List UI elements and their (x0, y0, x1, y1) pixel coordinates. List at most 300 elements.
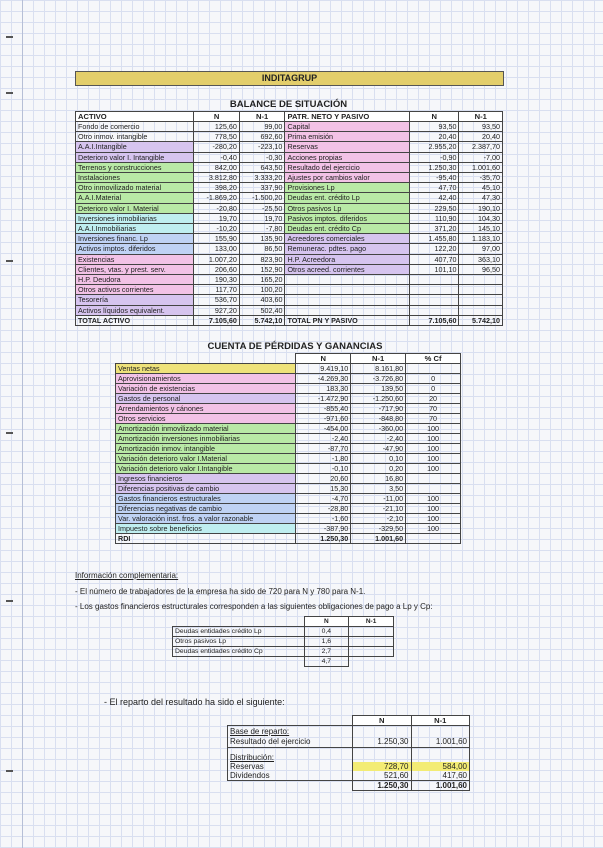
value-n1: -848,80 (351, 414, 406, 424)
activo-label: A.A.I.Inmobiliarias (76, 224, 194, 234)
value-n1: 0,20 (351, 464, 406, 474)
pasivo-n1: 96,50 (459, 264, 503, 274)
binder-mark (6, 92, 13, 94)
pasivo-label: Resultado del ejercicio (285, 162, 409, 172)
value-n: -0,10 (296, 464, 351, 474)
pasivo-n1: 363,10 (459, 254, 503, 264)
value-n: -454,00 (296, 424, 351, 434)
debt-n: 2,7 (304, 647, 349, 657)
rdi-pct (406, 534, 461, 544)
binder-mark (6, 260, 13, 262)
reparto-total-row (228, 781, 470, 791)
pasivo-n1 (459, 305, 503, 315)
activo-n1: 86,50 (239, 244, 285, 254)
debt-n: 1,6 (304, 637, 349, 647)
reparto-total-n: 1.250,30 (353, 781, 411, 791)
pasivo-n1: 104,30 (459, 213, 503, 223)
pasivo-label: Otros acreed. corrientes (285, 264, 409, 274)
pasivo-label: Provisiones Lp (285, 183, 409, 193)
pasivo-n: -0,90 (409, 152, 459, 162)
activo-label: Otro inmovilizado material (76, 183, 194, 193)
activo-n1: 100,20 (239, 285, 285, 295)
pct-cf (406, 474, 461, 484)
table-row (116, 464, 461, 474)
table-row (228, 748, 470, 763)
activo-n1: 502,40 (239, 305, 285, 315)
activo-label: A.A.I.Intangible (76, 142, 194, 152)
table-row (116, 444, 461, 454)
activo-label: Terrenos y construcciones (76, 162, 194, 172)
activo-n: 155,90 (194, 234, 240, 244)
value-n1: -360,00 (351, 424, 406, 434)
reparto-heading: - El reparto del resultado ha sido el siguiente: (104, 697, 285, 707)
concept-label: Ventas netas (116, 364, 296, 374)
table-row (116, 434, 461, 444)
debt-label (173, 657, 305, 667)
pasivo-label: Pasivos imptos. diferidos (285, 213, 409, 223)
pasivo-n1: 1.183,10 (459, 234, 503, 244)
activo-label: Deterioro valor I. Material (76, 203, 194, 213)
table-row (116, 394, 461, 404)
pasivo-label: Reservas (285, 142, 409, 152)
company-title: INDITAGRUP (75, 71, 504, 86)
activo-n1: 823,90 (239, 254, 285, 264)
activo-label: Activos imptos. diferidos (76, 244, 194, 254)
pct-cf: 100 (406, 494, 461, 504)
pasivo-n: 93,50 (409, 122, 459, 132)
pasivo-label: Deudas ent. crédito Cp (285, 224, 409, 234)
pct-cf: 100 (406, 444, 461, 454)
table-row (76, 193, 503, 203)
activo-n: -1.869,20 (194, 193, 240, 203)
activo-n1: 643,50 (239, 162, 285, 172)
pct-cf (406, 364, 461, 374)
concept-label: Amortización inversiones inmobiliarias (116, 434, 296, 444)
cell (353, 726, 411, 737)
activo-n: 206,60 (194, 264, 240, 274)
pasivo-n1: 190,10 (459, 203, 503, 213)
activo-label: Deterioro valor I. Intangible (76, 152, 194, 162)
activo-n1: -7,80 (239, 224, 285, 234)
value-n1: -21,10 (351, 504, 406, 514)
table-row (116, 384, 461, 394)
reservas-n1: 584,00 (411, 762, 470, 771)
value-n: -855,40 (296, 404, 351, 414)
table-row (76, 285, 503, 295)
table-row (116, 474, 461, 484)
pct-cf: 100 (406, 424, 461, 434)
concept-label: Otros servicios (116, 414, 296, 424)
value-n1: -2,10 (351, 514, 406, 524)
col-concepto (116, 354, 296, 364)
pasivo-n: 47,70 (409, 183, 459, 193)
pct-cf: 100 (406, 434, 461, 444)
activo-n: 536,70 (194, 295, 240, 305)
pasivo-n: 1.250,30 (409, 162, 459, 172)
table-row (76, 203, 503, 213)
pasivo-n: 110,90 (409, 213, 459, 223)
col-pasivo: PATR. NETO Y PASIVO (285, 112, 409, 122)
base-label: Base de reparto: (228, 726, 353, 737)
total-activo-label: TOTAL ACTIVO (76, 315, 194, 325)
debt-n1 (349, 647, 394, 657)
activo-n: 117,70 (194, 285, 240, 295)
value-n1: 3,50 (351, 484, 406, 494)
debt-n: 0,4 (304, 627, 349, 637)
pasivo-n (409, 285, 459, 295)
pasivo-label: Capital (285, 122, 409, 132)
reparto-header-row (228, 716, 470, 726)
debt-label: Otros pasivos Lp (173, 637, 305, 647)
rdi-n: 1.250,30 (296, 534, 351, 544)
col-n1: N-1 (239, 112, 285, 122)
col-n: N (409, 112, 459, 122)
reservas-label: Reservas (228, 762, 353, 771)
activo-n: 3.812,80 (194, 173, 240, 183)
value-n: 9.419,10 (296, 364, 351, 374)
activo-label: Clientes, vtas. y prest. serv. (76, 264, 194, 274)
table-row (76, 122, 503, 132)
dividendos-n1: 417,60 (411, 771, 470, 781)
total-activo-n: 7.105,60 (194, 315, 240, 325)
pasivo-label: Acciones propias (285, 152, 409, 162)
activo-n: -280,20 (194, 142, 240, 152)
concept-label: Gastos de personal (116, 394, 296, 404)
pasivo-n: 122,20 (409, 244, 459, 254)
table-row (116, 484, 461, 494)
value-n1: -2,40 (351, 434, 406, 444)
info-line-1: - El número de trabajadores de la empresa ha sido de 720 para N y 780 para N-1. (75, 587, 366, 596)
pyg-header-row (116, 354, 461, 364)
activo-n: 398,20 (194, 183, 240, 193)
value-n: 15,30 (296, 484, 351, 494)
pasivo-label: Otros pasivos Lp (285, 203, 409, 213)
activo-n1: -1.500,20 (239, 193, 285, 203)
activo-n: -10,20 (194, 224, 240, 234)
col-concepto (173, 617, 305, 627)
value-n: 183,30 (296, 384, 351, 394)
concept-label: Aprovisionamientos (116, 374, 296, 384)
value-n: -1,60 (296, 514, 351, 524)
activo-n1: -223,10 (239, 142, 285, 152)
col-pct-cf: % Cf (406, 354, 461, 364)
activo-label: H.P. Deudora (76, 275, 194, 285)
table-row (116, 374, 461, 384)
value-n1: -1.250,60 (351, 394, 406, 404)
value-n1: 0,10 (351, 454, 406, 464)
margin-line (22, 0, 23, 848)
activo-n1: 135,90 (239, 234, 285, 244)
activo-label: Otro inmov. intangible (76, 132, 194, 142)
table-row (76, 142, 503, 152)
pasivo-n1: 45,10 (459, 183, 503, 193)
pasivo-label (285, 275, 409, 285)
activo-n: 1.007,20 (194, 254, 240, 264)
balance-total-row (76, 315, 503, 325)
pasivo-n1: 47,30 (459, 193, 503, 203)
cell (411, 748, 470, 763)
pct-cf (406, 484, 461, 494)
activo-n: 125,60 (194, 122, 240, 132)
concept-label: Amortización inmov. intangible (116, 444, 296, 454)
table-row (173, 627, 394, 637)
activo-n: -0,40 (194, 152, 240, 162)
pasivo-n: 407,70 (409, 254, 459, 264)
pasivo-n1: 20,40 (459, 132, 503, 142)
debt-n1 (349, 657, 394, 667)
balance-header-row (76, 112, 503, 122)
concept-label: Diferencias positivas de cambio (116, 484, 296, 494)
value-n: -4,70 (296, 494, 351, 504)
col-activo: ACTIVO (76, 112, 194, 122)
pasivo-n (409, 275, 459, 285)
base-row-n: 1.250,30 (353, 736, 411, 748)
table-row (76, 234, 503, 244)
table-row (76, 244, 503, 254)
activo-n1: 403,60 (239, 295, 285, 305)
activo-n1: -0,30 (239, 152, 285, 162)
activo-n1: 19,70 (239, 213, 285, 223)
pasivo-label: H.P. Acreedora (285, 254, 409, 264)
total-pasivo-label: TOTAL PN Y PASIVO (285, 315, 409, 325)
pasivo-n: 101,10 (409, 264, 459, 274)
pct-cf: 70 (406, 414, 461, 424)
pct-cf: 0 (406, 374, 461, 384)
pasivo-n: -95,40 (409, 173, 459, 183)
pasivo-n1: -7,00 (459, 152, 503, 162)
dist-label: Distribución: (228, 748, 353, 763)
pasivo-n1: 97,00 (459, 244, 503, 254)
binder-mark (6, 600, 13, 602)
pct-cf: 100 (406, 464, 461, 474)
pasivo-n1: 1.001,60 (459, 162, 503, 172)
activo-n1: 337,90 (239, 183, 285, 193)
value-n: -1,80 (296, 454, 351, 464)
concept-label: Arrendamientos y cánones (116, 404, 296, 414)
pct-cf: 100 (406, 454, 461, 464)
activo-n: 190,30 (194, 275, 240, 285)
value-n1: -11,00 (351, 494, 406, 504)
activo-label: Inversiones inmobiliarias (76, 213, 194, 223)
pasivo-n (409, 305, 459, 315)
table-row (228, 736, 470, 748)
concept-label: Impuesto sobre beneficios (116, 524, 296, 534)
value-n1: 8.161,80 (351, 364, 406, 374)
pasivo-label: Deudas ent. crédito Lp (285, 193, 409, 203)
col-n: N (353, 716, 411, 726)
binder-mark (6, 770, 13, 772)
activo-n: 927,20 (194, 305, 240, 315)
pasivo-label: Remunerac. pdtes. pago (285, 244, 409, 254)
col-n: N (304, 617, 349, 627)
pasivo-label (285, 285, 409, 295)
value-n: -4.269,30 (296, 374, 351, 384)
pyg-total-row (116, 534, 461, 544)
activo-n1: 3.333,20 (239, 173, 285, 183)
table-row (173, 637, 394, 647)
activo-label: Fondo de comercio (76, 122, 194, 132)
cell (228, 781, 353, 791)
info-line-2: - Los gastos financieros estructurales corresponden a las siguientes obligaciones de pago a Lp y Cp: (75, 602, 433, 611)
col-concepto (228, 716, 353, 726)
table-row (116, 414, 461, 424)
info-heading: Información complementaria: (75, 571, 179, 580)
table-row (173, 657, 394, 667)
debt-n1 (349, 637, 394, 647)
reparto-total-n1: 1.001,60 (411, 781, 470, 791)
binder-mark (6, 36, 13, 38)
rdi-label: RDI (116, 534, 296, 544)
activo-label: Tesorería (76, 295, 194, 305)
pasivo-label: Prima emisión (285, 132, 409, 142)
pasivo-label (285, 295, 409, 305)
table-row (76, 254, 503, 264)
pasivo-label: Ajustes por cambios valor (285, 173, 409, 183)
debt-header-row (173, 617, 394, 627)
value-n1: 16,80 (351, 474, 406, 484)
table-row (76, 275, 503, 285)
base-row-label: Resultado del ejercicio (228, 736, 353, 748)
col-n: N (296, 354, 351, 364)
pct-cf: 70 (406, 404, 461, 414)
value-n: -87,70 (296, 444, 351, 454)
activo-n: 842,00 (194, 162, 240, 172)
table-row (116, 364, 461, 374)
value-n: -1.472,90 (296, 394, 351, 404)
pasivo-n: 1.455,80 (409, 234, 459, 244)
pasivo-n (409, 295, 459, 305)
activo-n: 133,00 (194, 244, 240, 254)
pct-cf: 20 (406, 394, 461, 404)
table-row (116, 494, 461, 504)
table-row (116, 404, 461, 414)
concept-label: Variación de existencias (116, 384, 296, 394)
concept-label: Diferencias negativas de cambio (116, 504, 296, 514)
debt-label: Deudas entidades crédito Lp (173, 627, 305, 637)
activo-n: 19,70 (194, 213, 240, 223)
col-n1: N-1 (459, 112, 503, 122)
value-n: -2,40 (296, 434, 351, 444)
pasivo-n1 (459, 295, 503, 305)
pasivo-n: 229,50 (409, 203, 459, 213)
table-row (76, 183, 503, 193)
debt-table (172, 616, 394, 667)
binder-mark (6, 432, 13, 434)
pasivo-label (285, 305, 409, 315)
activo-n1: 692,60 (239, 132, 285, 142)
concept-label: Var. valoración inst. fros. a valor razonable (116, 514, 296, 524)
debt-n: 4,7 (304, 657, 349, 667)
table-row (76, 173, 503, 183)
pasivo-n1: 2.387,70 (459, 142, 503, 152)
dividendos-label: Dividendos (228, 771, 353, 781)
value-n1: -3.726,80 (351, 374, 406, 384)
table-row (228, 726, 470, 737)
table-row (173, 647, 394, 657)
dividendos-n: 521,60 (353, 771, 411, 781)
pct-cf: 0 (406, 384, 461, 394)
col-n1: N-1 (349, 617, 394, 627)
activo-label: Activos líquidos equivalent. (76, 305, 194, 315)
rdi-n1: 1.001,60 (351, 534, 406, 544)
pct-cf: 100 (406, 514, 461, 524)
activo-n1: -25,50 (239, 203, 285, 213)
table-row (76, 152, 503, 162)
base-row-n1: 1.001,60 (411, 736, 470, 748)
pasivo-n1 (459, 285, 503, 295)
table-row (228, 771, 470, 781)
table-row (76, 305, 503, 315)
value-n1: -717,90 (351, 404, 406, 414)
reservas-n: 728,70 (353, 762, 411, 771)
table-row (76, 213, 503, 223)
pasivo-n: 2.955,20 (409, 142, 459, 152)
activo-label: Otros activos corrientes (76, 285, 194, 295)
value-n1: 139,50 (351, 384, 406, 394)
activo-n1: 165,20 (239, 275, 285, 285)
balance-table (75, 111, 503, 326)
pasivo-n1: 145,10 (459, 224, 503, 234)
pasivo-n1 (459, 275, 503, 285)
concept-label: Variación deterioro valor I.Material (116, 454, 296, 464)
table-row (76, 162, 503, 172)
table-row (76, 224, 503, 234)
activo-n: 778,50 (194, 132, 240, 142)
pyg-heading: CUENTA DE PÉRDIDAS Y GANANCIAS (207, 341, 383, 352)
table-row (116, 454, 461, 464)
table-row (76, 132, 503, 142)
concept-label: Variación deterioro valor I.Intangible (116, 464, 296, 474)
table-row (76, 295, 503, 305)
pct-cf: 100 (406, 524, 461, 534)
pasivo-n: 42,40 (409, 193, 459, 203)
table-row (116, 524, 461, 534)
value-n1: -329,50 (351, 524, 406, 534)
table-row (116, 424, 461, 434)
cell (353, 748, 411, 763)
table-row (116, 514, 461, 524)
debt-n1 (349, 627, 394, 637)
concept-label: Ingresos financieros (116, 474, 296, 484)
col-n1: N-1 (411, 716, 470, 726)
reparto-table (227, 715, 470, 791)
table-row (228, 762, 470, 771)
activo-n: -20,80 (194, 203, 240, 213)
activo-label: Existencias (76, 254, 194, 264)
activo-label: Instalaciones (76, 173, 194, 183)
debt-label: Deudas entidades crédito Cp (173, 647, 305, 657)
concept-label: Gastos financieros estructurales (116, 494, 296, 504)
value-n: 20,60 (296, 474, 351, 484)
total-pasivo-n1: 5.742,10 (459, 315, 503, 325)
pasivo-n1: -35,70 (459, 173, 503, 183)
balance-heading: BALANCE DE SITUACIÓN (229, 99, 348, 110)
pasivo-n: 20,40 (409, 132, 459, 142)
pasivo-label: Acreedores comerciales (285, 234, 409, 244)
value-n: -387,90 (296, 524, 351, 534)
pasivo-n1: 93,50 (459, 122, 503, 132)
table-row (116, 504, 461, 514)
total-activo-n1: 5.742,10 (239, 315, 285, 325)
total-pasivo-n: 7.105,60 (409, 315, 459, 325)
value-n1: -47,90 (351, 444, 406, 454)
pasivo-n: 371,20 (409, 224, 459, 234)
activo-label: Inversiones financ. Lp (76, 234, 194, 244)
activo-n1: 99,00 (239, 122, 285, 132)
pct-cf: 100 (406, 504, 461, 514)
value-n: -28,80 (296, 504, 351, 514)
concept-label: Amortización inmovilizado material (116, 424, 296, 434)
